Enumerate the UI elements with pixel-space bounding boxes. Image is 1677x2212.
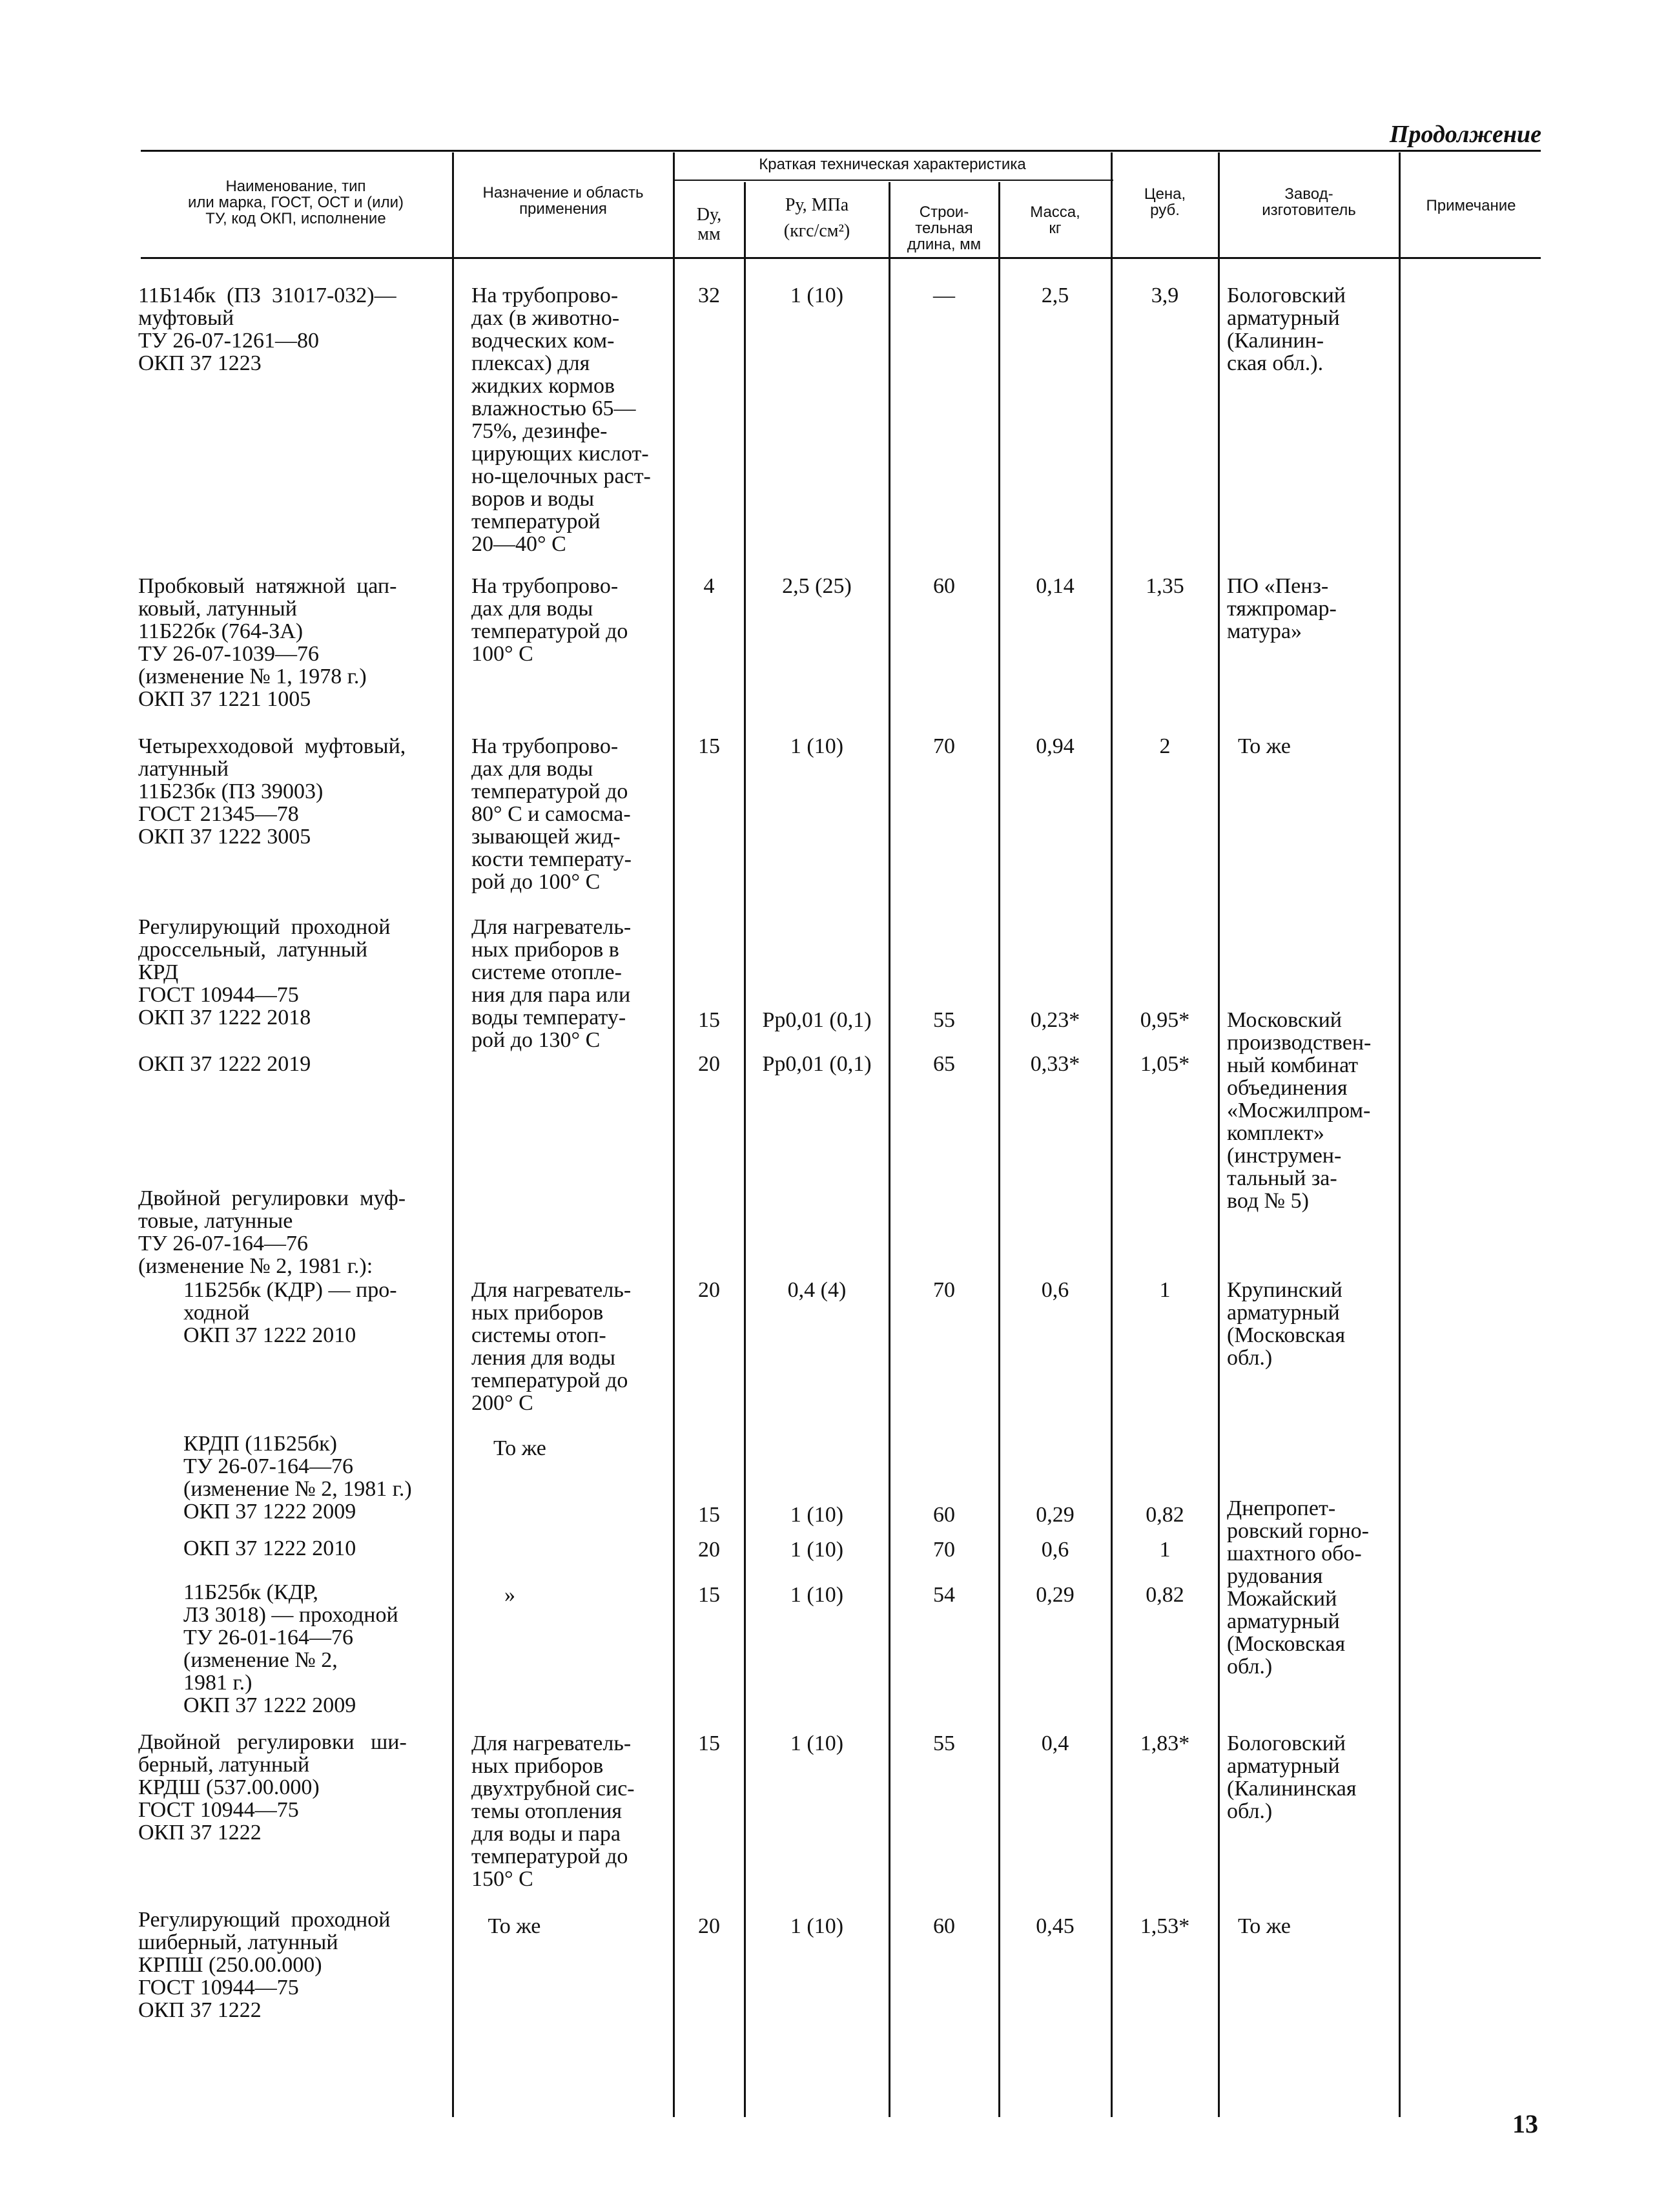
col-divider-2 (673, 152, 675, 2117)
table-cell-mass: 0,4 (1041, 1731, 1069, 1755)
table-cell-name: Пробковый натяжной цап- ковый, латунный 11Б22бк (764-ЗА) ТУ 26-07-1039—76 (изменение № 1, 1978 г.) ОКП 37 1221 1005 (138, 574, 397, 711)
table-cell-maker: Крупинский арматурный (Московская обл.) (1227, 1278, 1346, 1370)
table-cell-name: Регулирующий проходной шиберный, латунный КРПШ (250.00.000) ГОСТ 10944—75 ОКП 37 1222 (138, 1908, 391, 2022)
table-cell-maker: Московский производствен- ный комбинат объединения «Мосжилпром- комплект» (инструмен- тальный за- вод № 5) (1227, 1008, 1372, 1213)
header-name: Наименование, тип или марка, ГОСТ, ОСТ и (или) ТУ, код ОКП, исполнение (188, 178, 404, 227)
header-maker: Завод- изготовитель (1262, 185, 1356, 219)
table-cell-length: 54 (933, 1583, 955, 1607)
table-cell-price: 0,82 (1146, 1503, 1184, 1527)
table-cell-mass: 2,5 (1041, 284, 1069, 307)
header-length: Строи- тельная длина, мм (907, 203, 982, 253)
table-cell-py: 1 (10) (790, 734, 844, 758)
col-divider-3 (744, 182, 746, 2117)
table-cell-mass: 0,45 (1036, 1914, 1075, 1938)
table-cell-length: 55 (933, 1731, 955, 1755)
header-dy: Dу, мм (696, 205, 722, 244)
table-cell-dy: 20 (698, 1278, 720, 1302)
header-price: Цена, руб. (1144, 185, 1186, 219)
col-divider-4 (889, 182, 890, 2117)
table-cell-dy: 20 (698, 1538, 720, 1562)
table-cell-name2: ОКП 37 1222 2010 (183, 1536, 356, 1560)
table-cell-name2: КРДП (11Б25бк) ТУ 26-07-164—76 (изменение № 2, 1981 г.) ОКП 37 1222 2009 (183, 1432, 412, 1524)
table-cell-name2: 11Б25бк (КДР, ЛЗ 3018) — проходной ТУ 26-01-164—76 (изменение № 2, 1981 г.) ОКП 37 1222 2009 (183, 1580, 398, 1717)
table-cell-py: 1 (10) (790, 1503, 844, 1527)
table-cell-name: Четырехходовой муфтовый, латунный 11Б23бк (ПЗ 39003) ГОСТ 21345—78 ОКП 37 1222 3005 (138, 734, 406, 849)
table-cell-purpose: То же (471, 1914, 541, 1938)
table-cell-dy: 32 (698, 284, 720, 307)
table-cell-length: 70 (933, 1278, 955, 1302)
table-cell-length: 70 (933, 1538, 955, 1562)
table-cell-name2: 11Б25бк (КДР) — про- ходной ОКП 37 1222 2010 (183, 1278, 397, 1347)
table-cell-price: 1 (1159, 1278, 1171, 1302)
col-divider-6 (1111, 152, 1113, 2117)
table-cell-dy: 4 (703, 574, 715, 598)
table-cell-length: — (933, 284, 955, 307)
table-cell-dy: 15 (698, 734, 720, 758)
table-cell-dy: 15 (698, 1008, 720, 1032)
table-cell-purpose: То же (471, 1436, 546, 1460)
table-cell-py: 1 (10) (790, 1538, 844, 1562)
table-cell-mass: 0,33* (1030, 1052, 1080, 1076)
table-cell-price: 2 (1159, 734, 1171, 758)
table-cell-name: Двойной регулировки ши- берный, латунный КРДШ (537.00.000) ГОСТ 10944—75 ОКП 37 1222 (138, 1730, 407, 1845)
table-cell-length: 60 (933, 1914, 955, 1938)
table-cell-purpose: На трубопрово- дах для воды температурой до 100° С (471, 574, 628, 666)
header-note: Примечание (1426, 197, 1516, 214)
table-cell-mass: 0,6 (1041, 1278, 1069, 1302)
continuation-label: Продолжение (1389, 121, 1541, 148)
table-cell-purpose: На трубопрово- дах для воды температурой до 80° С и самосма- зывающей жид- кости температу- рой до 100° С (471, 734, 632, 894)
table-cell-py: 1 (10) (790, 1731, 844, 1755)
table-cell-mass: 0,23* (1030, 1008, 1080, 1032)
table-cell-length: 70 (933, 734, 955, 758)
table-cell-price: 1 (1159, 1538, 1171, 1562)
table-cell-price: 1,53* (1140, 1914, 1190, 1938)
table-cell-dy: 20 (698, 1914, 720, 1938)
table-cell-maker: Днепропет- ровский горно- шахтного обо- рудования Можайский арматурный (Московская обл.) (1227, 1496, 1369, 1679)
table-cell-dy: 15 (698, 1583, 720, 1607)
table-cell-maker: То же (1227, 734, 1291, 758)
col-divider-8 (1399, 152, 1401, 2117)
table-cell-length: 55 (933, 1008, 955, 1032)
table-cell-py: 0,4 (4) (787, 1278, 847, 1302)
table-cell-mass: 0,29 (1036, 1503, 1075, 1527)
table-cell-price: 1,35 (1146, 574, 1184, 598)
table-cell-py: 1 (10) (790, 1583, 844, 1607)
header-py: Pу, МПа (кгс/см²) (783, 195, 850, 241)
table-cell-price: 0,82 (1146, 1583, 1184, 1607)
table-cell-purpose: Для нагреватель- ных приборов системы отоп- ления для воды температурой до 200° С (471, 1278, 632, 1415)
table-cell-maker: ПО «Пенз- тяжпромар- матура» (1227, 574, 1337, 643)
page-number: 13 (1512, 2109, 1538, 2138)
table-cell-price: 3,9 (1151, 284, 1179, 307)
table-cell-mass: 0,29 (1036, 1583, 1075, 1607)
table-cell-maker: Бологовский арматурный (Калинин- ская обл.). (1227, 284, 1346, 375)
table-cell-purpose: Для нагреватель- ных приборов в системе отопле- ния для пара или воды температу- рой до 130° С (471, 915, 632, 1052)
table-cell-name: Регулирующий проходной дроссельный, латунный КРД ГОСТ 10944—75 ОКП 37 1222 2018 (138, 915, 391, 1029)
table-cell-mass: 0,6 (1041, 1538, 1069, 1562)
header-mass: Масса, кг (1030, 203, 1080, 237)
header-purpose: Назначение и область применения (482, 184, 644, 218)
table-cell-purpose: » (471, 1583, 515, 1607)
table-cell-mass: 0,94 (1036, 734, 1075, 758)
table-cell-py: Pр0,01 (0,1) (762, 1008, 872, 1032)
table-cell-py: 2,5 (25) (782, 574, 852, 598)
table-cell-py: 1 (10) (790, 1914, 844, 1938)
table-cell-purpose: На трубопрово- дах (в животно- водческих ком- плексах) для жидких кормов влажностью 65— 75%, дезинфе- цирующих кислот- но-щелочных раст- воров и воды температурой 20—40° С (471, 284, 651, 556)
table-cell-dy: 20 (698, 1052, 720, 1076)
table-cell-price: 1,05* (1140, 1052, 1190, 1076)
table-cell-name: 11Б14бк (ПЗ 31017-032)— муфтовый ТУ 26-07-1261—80 ОКП 37 1223 (138, 284, 396, 375)
table-cell-py: 1 (10) (790, 284, 844, 307)
table-cell-price: 0,95* (1140, 1008, 1190, 1032)
table-cell-py: Pр0,01 (0,1) (762, 1052, 872, 1076)
table-top-rule (141, 150, 1541, 152)
col-divider-5 (998, 182, 1000, 2117)
col-divider-1 (452, 152, 454, 2117)
col-divider-7 (1218, 152, 1220, 2117)
table-cell-maker: Бологовский арматурный (Калининская обл.) (1227, 1731, 1357, 1823)
table-cell-maker: То же (1227, 1914, 1291, 1938)
table-cell-length: 60 (933, 1503, 955, 1527)
table-cell-mass: 0,14 (1036, 574, 1075, 598)
table-cell-dy: 15 (698, 1731, 720, 1755)
table-cell-length: 65 (933, 1052, 955, 1076)
header-bottom-rule (141, 257, 1541, 259)
table-cell-price: 1,83* (1140, 1731, 1190, 1755)
table-cell-name: Двойной регулировки муф- товые, латунные ТУ 26-07-164—76 (изменение № 2, 1981 г.): (138, 1186, 406, 1278)
tech-subheader-rule (674, 180, 1113, 181)
table-cell-dy: 15 (698, 1503, 720, 1527)
table-cell-length: 60 (933, 574, 955, 598)
header-tech: Краткая техническая характеристика (759, 156, 1026, 173)
table-cell-purpose: Для нагреватель- ных приборов двухтрубной сис- темы отопления для воды и пара температурой до 150° С (471, 1731, 635, 1891)
table-cell-name: ОКП 37 1222 2019 (138, 1052, 311, 1076)
